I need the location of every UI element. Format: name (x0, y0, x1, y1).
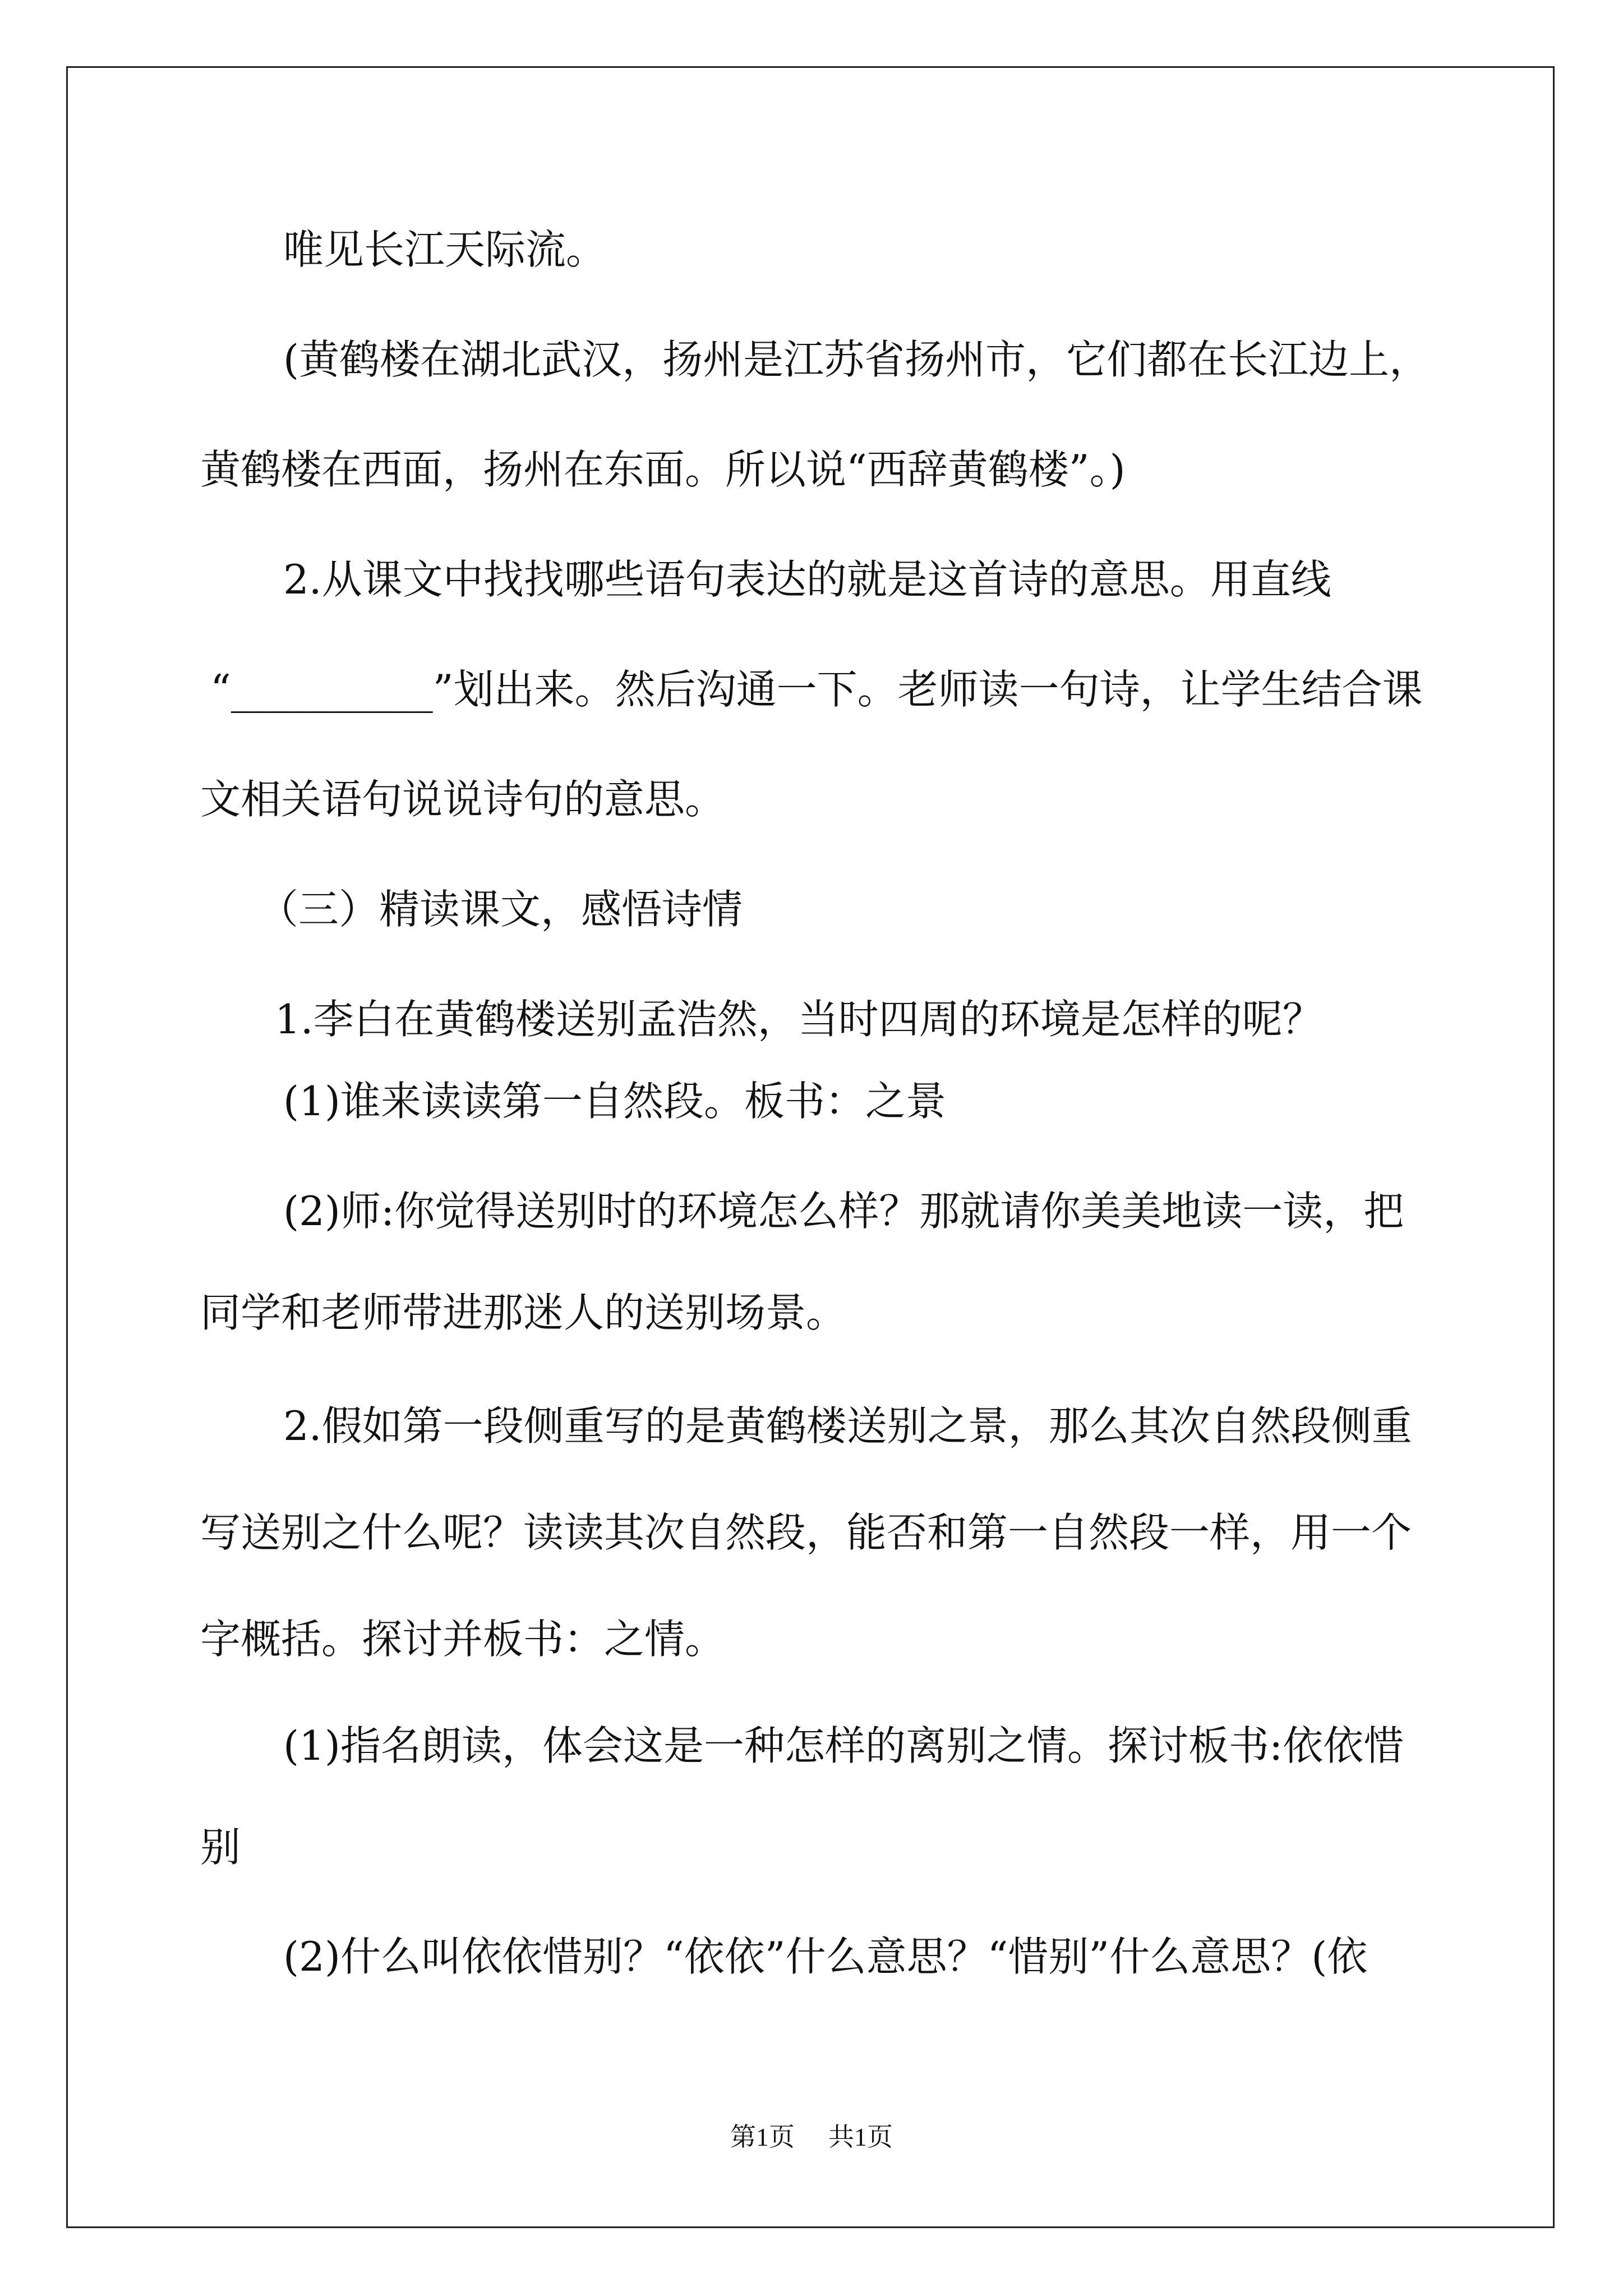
page-border (66, 66, 1555, 2228)
body-line-15: (1)指名朗读，体会这是一种怎样的离别之情。探讨板书:依依惜 (283, 1722, 1404, 1769)
body-line-5: “__________”划出来。然后沟通一下。老师读一句诗，让学生结合课 (210, 666, 1423, 713)
body-line-2: (黄鹤楼在湖北武汉，扬州是江苏省扬州市，它们都在长江边上， (283, 336, 1430, 383)
body-line-3: 黄鹤楼在西面，扬州在东面。所以说“西辞黄鹤楼”。) (200, 446, 1126, 493)
body-line-13: 写送别之什么呢？读读其次自然段，能否和第一自然段一样，用一个 (200, 1509, 1412, 1556)
body-line-8: 1.李白在黄鹤楼送别孟浩然，当时四周的环境是怎样的呢？ (275, 996, 1323, 1043)
page-total: 共1页 (828, 2123, 893, 2151)
body-line-17: (2)什么叫依依惜别？“依依”什么意思？“惜别”什么意思？(依 (283, 1933, 1368, 1980)
body-line-16: 别 (200, 1824, 241, 1871)
body-line-12: 2.假如第一段侧重写的是黄鹤楼送别之景，那么其次自然段侧重 (283, 1402, 1412, 1450)
body-line-10: (2)师:你觉得送别时的环境怎么样？那就请你美美地读一读，把 (283, 1188, 1404, 1235)
body-line-6: 文相关语句说说诗句的意思。 (200, 776, 726, 823)
body-line-9: (1)谁来读读第一自然段。板书：之景 (283, 1078, 946, 1125)
body-line-14: 字概括。探讨并板书：之情。 (200, 1616, 726, 1663)
body-line-11: 同学和老师带进那迷人的送别场景。 (200, 1289, 847, 1336)
page-footer (0, 2120, 1623, 2154)
section-heading: （三）精读课文，感悟诗情 (258, 886, 743, 933)
body-line-4: 2.从课文中找找哪些语句表达的就是这首诗的意思。用直线 (283, 556, 1331, 603)
body-line-1: 唯见长江天际流。 (283, 226, 607, 273)
page-number: 第1页 (730, 2123, 795, 2151)
